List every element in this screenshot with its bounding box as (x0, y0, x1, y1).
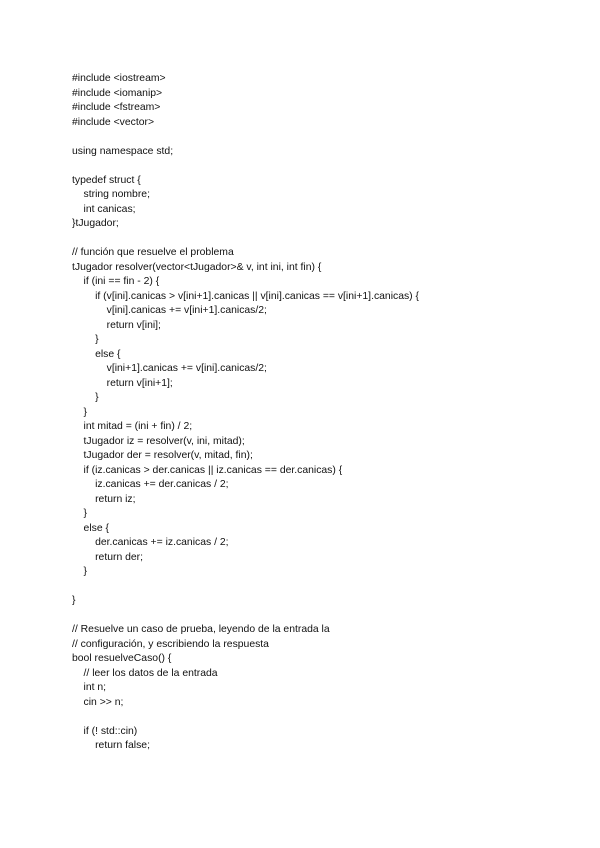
code-line: } (72, 406, 88, 418)
code-line: using namespace std; (72, 145, 174, 157)
code-line: tJugador resolver(vector<tJugador>& v, int ini, int fin) { (72, 261, 322, 273)
code-line (72, 609, 572, 624)
code-line: } (72, 334, 99, 345)
code-line: v[ini+1].canicas += v[ini].canicas/2; (72, 363, 267, 374)
code-line: typedef struct { (72, 174, 141, 186)
code-line: #include <iomanip> (72, 87, 163, 99)
code-line: // Resuelve un caso de prueba, leyendo de la entrada la (72, 624, 330, 635)
code-line: bool resuelveCaso() { (72, 653, 172, 664)
code-line (72, 580, 572, 595)
code-line: if (iz.canicas > der.canicas || iz.canicas == der.canicas) { (72, 464, 343, 476)
code-line: int n; (72, 682, 107, 693)
code-line: if (! std::cin) (72, 725, 138, 737)
code-line: tJugador der = resolver(v, mitad, fin); (72, 450, 253, 461)
code-line: else { (72, 522, 109, 534)
code-line: int mitad = (ini + fin) / 2; (72, 421, 193, 432)
code-line: else { (72, 348, 121, 360)
code-line: string nombre; (72, 189, 150, 200)
code-line: // configuración, y escribiendo la respuesta (72, 638, 269, 650)
code-line: #include <vector> (72, 116, 155, 128)
code-line: // función que resuelve el problema (72, 247, 234, 258)
code-line: return false; (72, 740, 150, 751)
code-line: return iz; (72, 493, 136, 505)
code-line (72, 130, 572, 145)
code-line: #include <fstream> (72, 102, 161, 113)
code-line: return v[ini+1]; (72, 377, 173, 389)
code-line: if (v[ini].canicas > v[ini+1].canicas || v[ini].canicas == v[ini+1].canicas) { (72, 290, 420, 302)
code-line: cin >> n; (72, 696, 124, 708)
code-listing (72, 72, 572, 754)
code-line: iz.canicas += der.canicas / 2; (72, 479, 229, 490)
code-line: }tJugador; (72, 218, 119, 229)
code-line (72, 232, 572, 247)
code-line: } (72, 392, 99, 403)
code-line: v[ini].canicas += v[ini+1].canicas/2; (72, 305, 267, 316)
code-line: } (72, 508, 88, 519)
code-line: } (72, 566, 88, 577)
code-line: tJugador iz = resolver(v, ini, mitad); (72, 435, 245, 447)
code-line: if (ini == fin - 2) { (72, 276, 160, 287)
code-line (72, 159, 572, 174)
code-line: #include <iostream> (72, 73, 166, 84)
code-line: int canicas; (72, 203, 136, 215)
code-line: der.canicas += iz.canicas / 2; (72, 537, 229, 548)
code-line (72, 710, 572, 725)
code-line: } (72, 595, 76, 606)
code-line: // leer los datos de la entrada (72, 667, 218, 679)
code-line: return v[ini]; (72, 319, 161, 331)
code-line: return der; (72, 551, 144, 563)
